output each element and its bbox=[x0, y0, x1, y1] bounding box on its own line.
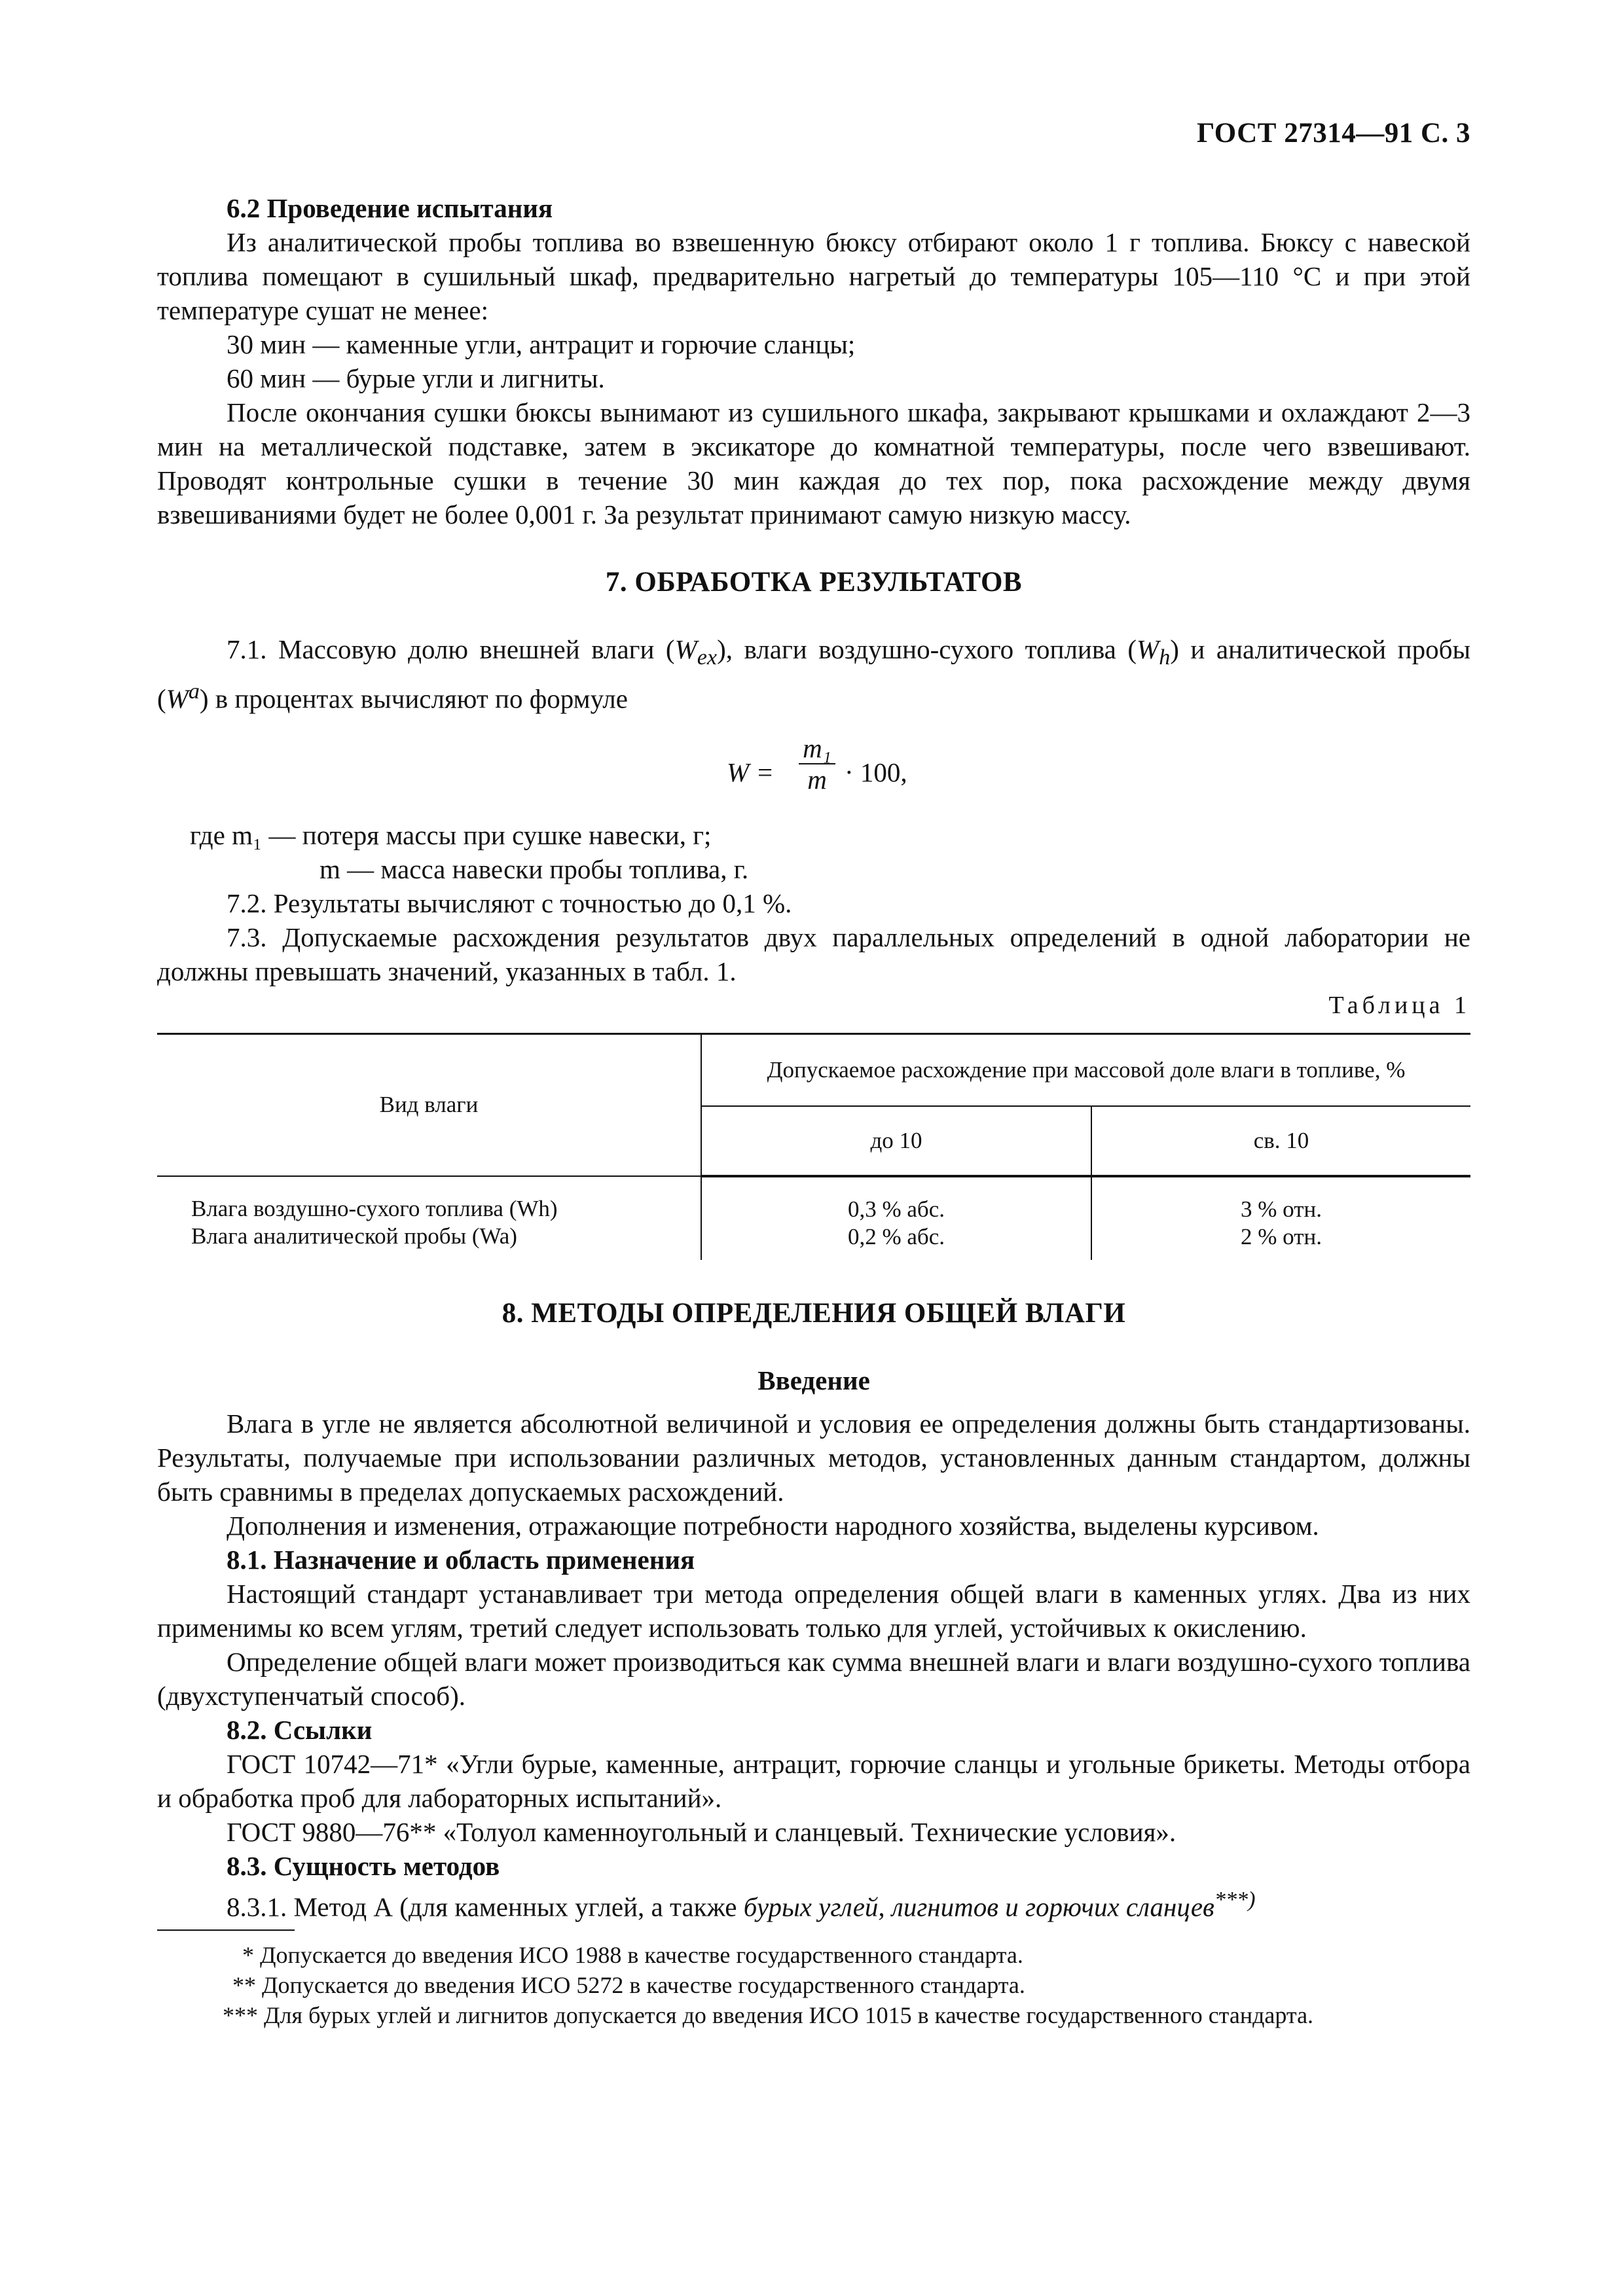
section-8-heading: 8. МЕТОДЫ ОПРЕДЕЛЕНИЯ ОБЩЕЙ ВЛАГИ bbox=[501, 1297, 1126, 1329]
section-7-3-paragraph: 7.3. Допускаемые расхождения результатов двух параллельных определений в одной лаборатории не должны превышать значений, указанных в табл. 1. bbox=[157, 922, 1470, 986]
page-body bbox=[157, 191, 1470, 2030]
footnote-1: * Допускается до введения ИСО 1988 в качестве государственного стандарта. bbox=[242, 1941, 1023, 1968]
section-6-2-list-item-1: 30 мин — каменные угли, антрацит и горючие сланцы; bbox=[227, 329, 856, 359]
document-page bbox=[157, 0, 1470, 2296]
section-6-2-paragraph-2: После окончания сушки бюксы вынимают из сушильного шкафа, закрывают крышками и охлаждают 2—3 мин на металлической подставке, затем в эксикаторе до комнатной температуры, после чего взвешивают. Проводят контрольные сушки в течение 30 мин каждая до тех пор, пока расхождение между двумя взвешиваниями будет не более 0,001 г. За результат принимают самую низкую массу. bbox=[157, 397, 1470, 529]
section-6-2-title: 6.2 Проведение испытания bbox=[227, 193, 553, 223]
table-row-1-name: Влага воздушно-сухого топлива (Wh) bbox=[191, 1195, 558, 1221]
formula-numerator: m₁ bbox=[799, 733, 835, 764]
formula-where-m1: где m₁ — потеря массы при сушке навески, г; bbox=[190, 819, 712, 850]
introduction-paragraph-2: Дополнения и изменения, отражающие потребности народного хозяйства, выделены курсивом. bbox=[227, 1510, 1319, 1541]
formula-fraction bbox=[799, 733, 835, 795]
page-header: ГОСТ 27314—91 С. 3 bbox=[1196, 118, 1470, 149]
table-cell-moisture-types bbox=[157, 1176, 701, 1260]
section-6-2-paragraph-1: Из аналитической пробы топлива во взвешенную бюксу отбирают около 1 г топлива. Бюксу с навеской топлива помещают в сушильный шкаф, предварительно нагретый до температуры 105—110 °С и при этой температуре сушат не менее: bbox=[157, 227, 1470, 325]
section-7-2-paragraph: 7.2. Результаты вычисляют с точностью до 0,1 %. bbox=[227, 888, 792, 918]
section-7-heading: 7. ОБРАБОТКА РЕЗУЛЬТАТОВ bbox=[605, 567, 1023, 598]
moisture-formula bbox=[157, 733, 1470, 812]
section-8-1-paragraph-2: Определение общей влаги может производиться как сумма внешней влаги и влаги воздушно-сухого топлива (двухступенчатый способ). bbox=[157, 1646, 1470, 1711]
section-8-2-reference-2: ГОСТ 9880—76** «Толуол каменноугольный и сланцевый. Технические условия». bbox=[227, 1816, 1176, 1847]
introduction-title: Введение bbox=[757, 1365, 870, 1395]
formula-where-m: m — масса навески пробы топлива, г. bbox=[319, 853, 749, 884]
tolerance-table bbox=[157, 1033, 1470, 1260]
section-8-2-reference-1: ГОСТ 10742—71* «Угли бурые, каменные, антрацит, горючие сланцы и угольные брикеты. Методы отбора и обработка проб для лабораторных испытаний». bbox=[157, 1748, 1470, 1813]
table-cell-over-10 bbox=[1091, 1176, 1470, 1260]
formula-lhs: W = bbox=[727, 757, 775, 787]
table-row-2-over-10: 2 % отн. bbox=[1241, 1223, 1322, 1249]
table-subheader-up-to-10: до 10 bbox=[701, 1106, 1091, 1176]
section-8-1-paragraph-1: Настоящий стандарт устанавливает три метода определения общей влаги в каменных углях. Два из них применимы ко всем углям, третий следует использовать только для углей, устойчивых к окислению. bbox=[157, 1578, 1470, 1643]
introduction-paragraph-1: Влага в угле не является абсолютной величиной и условия ее определения должны быть стандартизованы. Результаты, получаемые при использовании различных методов, установленных данным стандартом, должны быть сравнимы в пределах допускаемых расхождений. bbox=[157, 1408, 1470, 1507]
section-8-1-title: 8.1. Назначение и область применения bbox=[227, 1544, 695, 1575]
table-row-2-up-to-10: 0,2 % абс. bbox=[847, 1223, 945, 1249]
formula-denominator: m bbox=[807, 764, 827, 795]
table-row-1-over-10: 3 % отн. bbox=[1241, 1196, 1322, 1222]
formula-rhs: · 100, bbox=[845, 757, 907, 787]
section-8-2-title: 8.2. Ссылки bbox=[227, 1714, 373, 1745]
table-caption: Таблица 1 bbox=[1328, 991, 1470, 1019]
table-row-1-up-to-10: 0,3 % абс. bbox=[847, 1196, 945, 1222]
footnote-2: ** Допускается до введения ИСО 5272 в качестве государственного стандарта. bbox=[232, 1971, 1025, 1998]
section-8-3-title: 8.3. Сущность методов bbox=[227, 1850, 500, 1881]
section-8-3-1-paragraph: 8.3.1. Метод А (для каменных углей, а также бурых углей, лигнитов и горючих сланцев***) bbox=[227, 1887, 1256, 1922]
table-header-moisture-type: Вид влаги bbox=[157, 1033, 701, 1176]
table-row-2-name: Влага аналитической пробы (Wa) bbox=[191, 1223, 517, 1249]
footnote-3: *** Для бурых углей и лигнитов допускается до введения ИСО 1015 в качестве государственного стандарта. bbox=[223, 2001, 1314, 2028]
table-header-tolerance: Допускаемое расхождение при массовой доле влаги в топливе, % bbox=[701, 1033, 1470, 1106]
table-cell-up-to-10 bbox=[701, 1176, 1091, 1260]
table-subheader-over-10: св. 10 bbox=[1091, 1106, 1470, 1176]
section-7-1-paragraph: 7.1. Массовую долю внешней влаги $(W_{ex})$, влаги воздушно-сухого топлива $(W_h)$ и аналитической пробы $(W^a)$ в процентах вычисляют по формуле bbox=[157, 634, 1470, 714]
section-6-2-list-item-2: 60 мин — бурые угли и лигниты. bbox=[227, 363, 605, 393]
